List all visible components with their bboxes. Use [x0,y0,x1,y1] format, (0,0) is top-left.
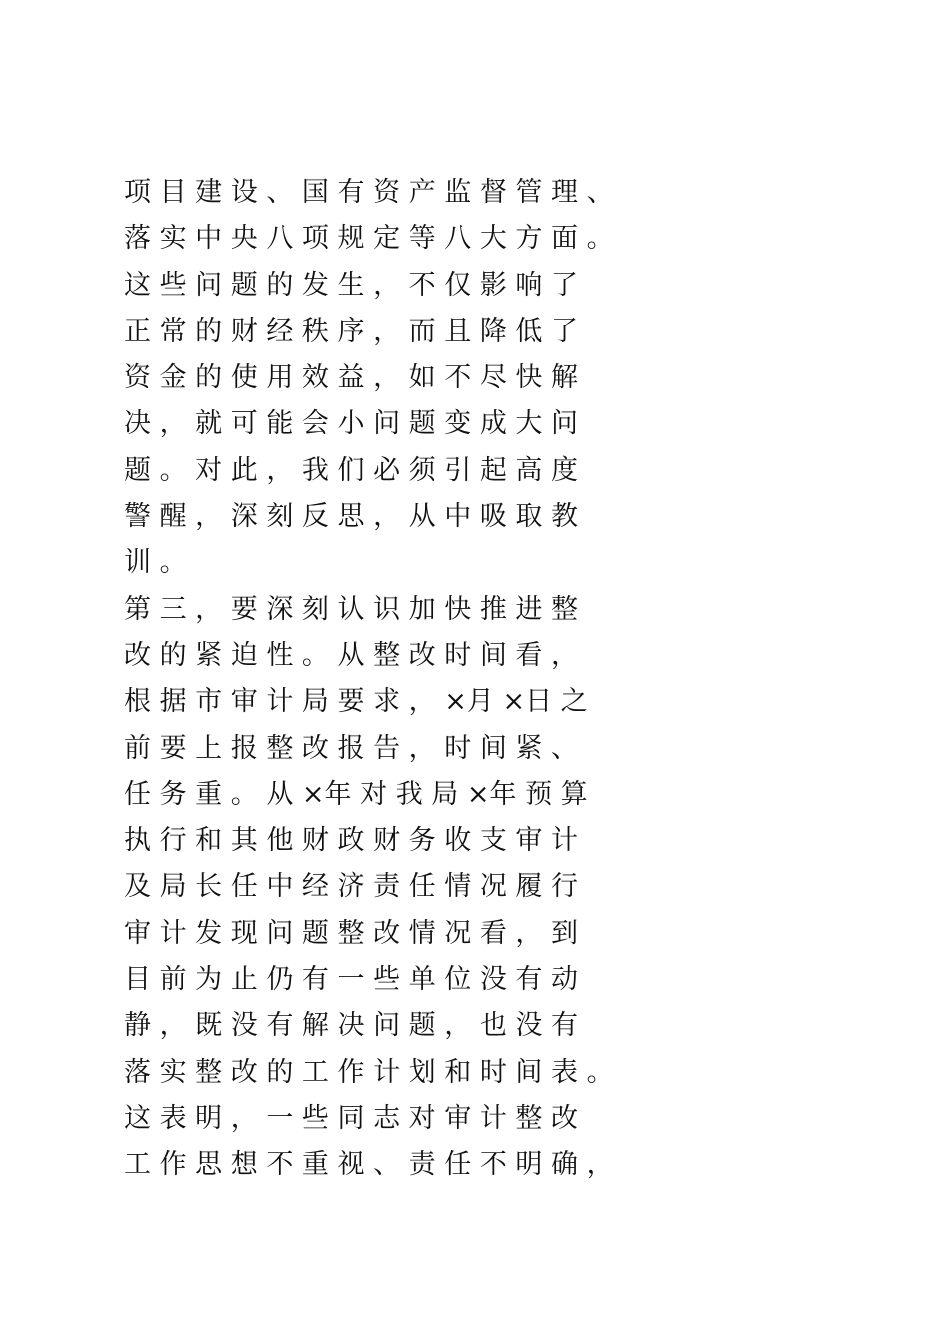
text-line: 审 计 发 现 问 题 整 改 情 况 看 ， 到 [124,917,578,949]
text-line: 落 实 中 央 八 项 规 定 等 八 大 方 面 。 [124,223,614,255]
text-line: 静 ， 既 没 有 解 决 问 题 ， 也 没 有 [124,1010,578,1042]
text-line: 正 常 的 财 经 秩 序 ， 而 且 降 低 了 [124,315,578,347]
text-line: 这 表 明 ， 一 些 同 志 对 审 计 整 改 [124,1102,578,1134]
text-line: 第 三 ， 要 深 刻 认 识 加 快 推 进 整 [124,593,578,625]
text-line: 落 实 整 改 的 工 作 计 划 和 时 间 表 。 [124,1056,614,1088]
text-line: 决 ， 就 可 能 会 小 问 题 变 成 大 问 [124,408,578,440]
text-line: 资 金 的 使 用 效 益 ， 如 不 尽 快 解 [124,362,578,394]
text-line: 及 局 长 任 中 经 济 责 任 情 况 履 行 [124,871,578,903]
text-line: 根 据 市 审 计 局 要 求 ， ×月 ×日 之 [124,686,588,718]
text-line: 项 目 建 设 、 国 有 资 产 监 督 管 理 、 [124,177,614,208]
text-line: 工 作 思 想 不 重 视 、 责 任 不 明 确 ， [124,1149,614,1181]
text-line: 目 前 为 止 仍 有 一 些 单 位 没 有 动 [124,964,578,996]
text-line: 执 行 和 其 他 财 政 财 务 收 支 审 计 [124,825,578,857]
text-line: 前 要 上 报 整 改 报 告 ， 时 间 紧 、 [124,732,578,764]
text-line: 这 些 问 题 的 发 生 ， 不 仅 影 响 了 [124,269,578,301]
text-line: 训 。 [124,547,187,579]
text-line: 警 醒 ， 深 刻 反 思 ， 从 中 吸 取 教 [124,501,578,533]
text-line: 改 的 紧 迫 性 。 从 整 改 时 间 看 ， [124,639,578,671]
text-line: 任 务 重 。 从 ×年 对 我 局 ×年 预 算 [124,778,588,810]
text-line: 题 。 对 此 ， 我 们 必 须 引 起 高 度 [124,454,578,486]
body-text [124,170,844,1189]
